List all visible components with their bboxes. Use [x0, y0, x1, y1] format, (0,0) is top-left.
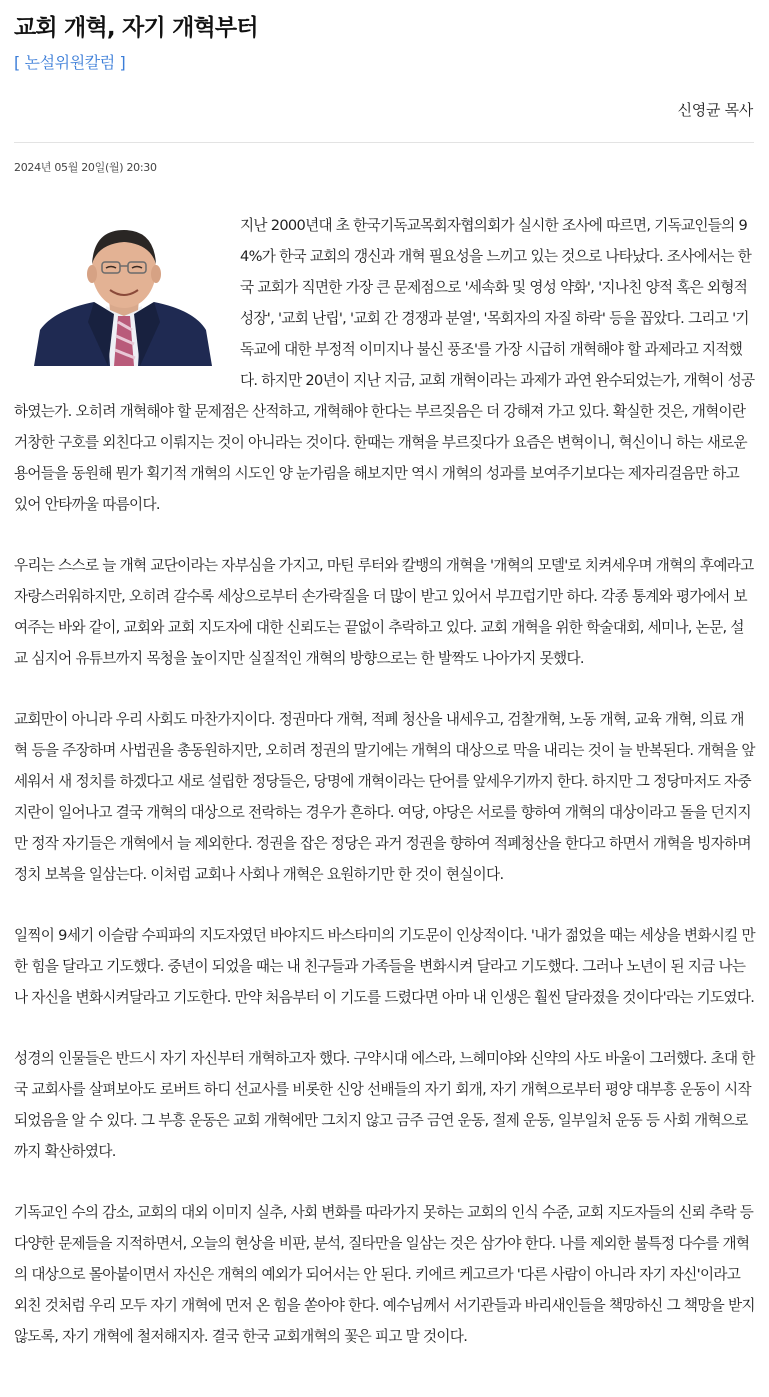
body-paragraph: 성경의 인물들은 반드시 자기 자신부터 개혁하고자 했다. 구약시대 에스라, 느헤미야와 신약의 사도 바울이 그러했다. 초대 한국 교회사를 살펴보아도 로버트 하디 선교사를 비롯한 신앙 선배들의 자기 회개, 자기 개혁으로부터 평양 대부흥 운동이 시작되었음을 알 수 있다. 그 부흥 운동은 교회 개혁에만 그치지 않고 금주 금연 운동, 절제 운동, 일부일처 운동 등 사회 개혁으로까지 확산하였다.: [14, 1050, 755, 1160]
author-portrait-icon: [10, 218, 230, 366]
article-title: 교회 개혁, 자기 개혁부터: [14, 15, 258, 41]
column-category[interactable]: [ 논설위원칼럼 ]: [14, 53, 126, 72]
body-paragraph: 일찍이 9세기 이슬람 수피파의 지도자였던 바야지드 바스타미의 기도문이 인상적이다. '내가 젊었을 때는 세상을 변화시킬 만한 힘을 달라고 기도했다. 중년이 되었을 때는 내 친구들과 가족들을 변화시켜 달라고 기도했다. 그러나 노년이 된 지금 나는 나 자신을 변화시켜달라고 기도한다. 만약 처음부터 이 기도를 드렸다면 아마 내 인생은 훨씬 달라졌을 것이다'라는 기도였다.: [14, 927, 755, 1006]
header-divider: [14, 142, 754, 143]
body-paragraph: 교회만이 아니라 우리 사회도 마찬가지이다. 정권마다 개혁, 적폐 청산을 내세우고, 검찰개혁, 노동 개혁, 교육 개혁, 의료 개혁 등을 주장하며 사법권을 총동원하지만, 오히려 정권의 말기에는 개혁의 대상으로 막을 내리는 것이 늘 반복된다. 개혁을 앞세워서 새 정치를 하겠다고 새로 설립한 정당들은, 당명에 개혁이라는 단어를 앞세우기까지 한다. 하지만 그 정당마저도 자중지란이 일어나고 결국 개혁의 대상으로 전락하는 경우가 흔하다. 여당, 야당은 서로를 향하여 개혁의 대상이라고 돌을 던지지만 정작 자기들은 개혁에서 늘 제외한다. 정권을 잡은 정당은 과거 정권을 향하여 적폐청산을 한다고 하면서 개혁을 빙자하며 정치 보복을 일삼는다. 이처럼 교회나 사회나 개혁은 요원하기만 한 것이 현실이다.: [14, 711, 755, 883]
article-body: [14, 210, 756, 1352]
body-paragraph: 우리는 스스로 늘 개혁 교단이라는 자부심을 가지고, 마틴 루터와 칼뱅의 개혁을 '개혁의 모델'로 치켜세우며 개혁의 후예라고 자랑스러워하지만, 오히려 갈수록 세상으로부터 손가락질을 더 많이 받고 있어서 부끄럽기만 하다. 각종 통계와 평가에서 보여주는 바와 같이, 교회와 교회 지도자에 대한 신뢰도는 끝없이 추락하고 있다. 교회 개혁을 위한 학술대회, 세미나, 논문, 설교 심지어 유튜브까지 목청을 높이지만 실질적인 개혁의 방향으로는 한 발짝도 나아가지 못했다.: [14, 557, 754, 667]
body-paragraph: 기독교인 수의 감소, 교회의 대외 이미지 실추, 사회 변화를 따라가지 못하는 교회의 인식 수준, 교회 지도자들의 신뢰 추락 등 다양한 문제들을 지적하면서, 오늘의 현상을 비판, 분석, 질타만을 일삼는 것은 삼가야 한다. 나를 제외한 불특정 다수를 개혁의 대상으로 몰아붙이면서 자신은 개혁의 예외가 되어서는 안 된다. 키에르 케고르가 '다른 사람이 아니라 자기 자신'이라고 외친 것처럼 우리 모두 자기 개혁에 먼저 온 힘을 쏟아야 한다. 예수님께서 서기관들과 바리새인들을 책망하신 그 책망을 받지 않도록, 자기 개혁에 철저해지자. 결국 한국 교회개혁의 꽃은 피고 말 것이다.: [14, 1204, 755, 1345]
body-paragraph: 지난 2000년대 초 한국기독교목회자협의회가 실시한 조사에 따르면, 기독교인들의 94%가 한국 교회의 갱신과 개혁 필요성을 느끼고 있는 것으로 나타났다. 조사에서는 한국 교회가 직면한 가장 큰 문제점으로 '세속화 및 영성 약화', '지나친 양적 혹은 외형적 성장', '교회 난립', '교회 간 경쟁과 분열', '목회자의 자질 하락' 등을 꼽았다. 그리고 '기독교에 대한 부정적 이미지나 불신 풍조'를 가장 시급히 개혁해야 할 과제라고 지적했다. 하지만 20년이 지난 지금, 교회 개혁이라는 과제가 과연 완수되었는가, 개혁이 성공하였는가. 오히려 개혁해야 할 문제점은 산적하고, 개혁해야 한다는 부르짖음은 더 강해져 가고 있다. 확실한 것은, 개혁이란 거창한 구호를 외친다고 이뤄지는 것이 아니라는 것이다. 한때는 개혁을 부르짖다가 요즘은 변혁이니, 혁신이니 하는 새로운 용어들을 동원해 뭔가 획기적 개혁의 시도인 양 눈가림을 해보지만 역시 개혁의 성과를 보여주기보다는 제자리걸음만 하고 있어 안타까울 따름이다.: [14, 217, 755, 513]
author-name: 신영균 목사: [677, 101, 753, 119]
publish-date: 2024년 05월 20일(월) 20:30: [14, 161, 157, 174]
